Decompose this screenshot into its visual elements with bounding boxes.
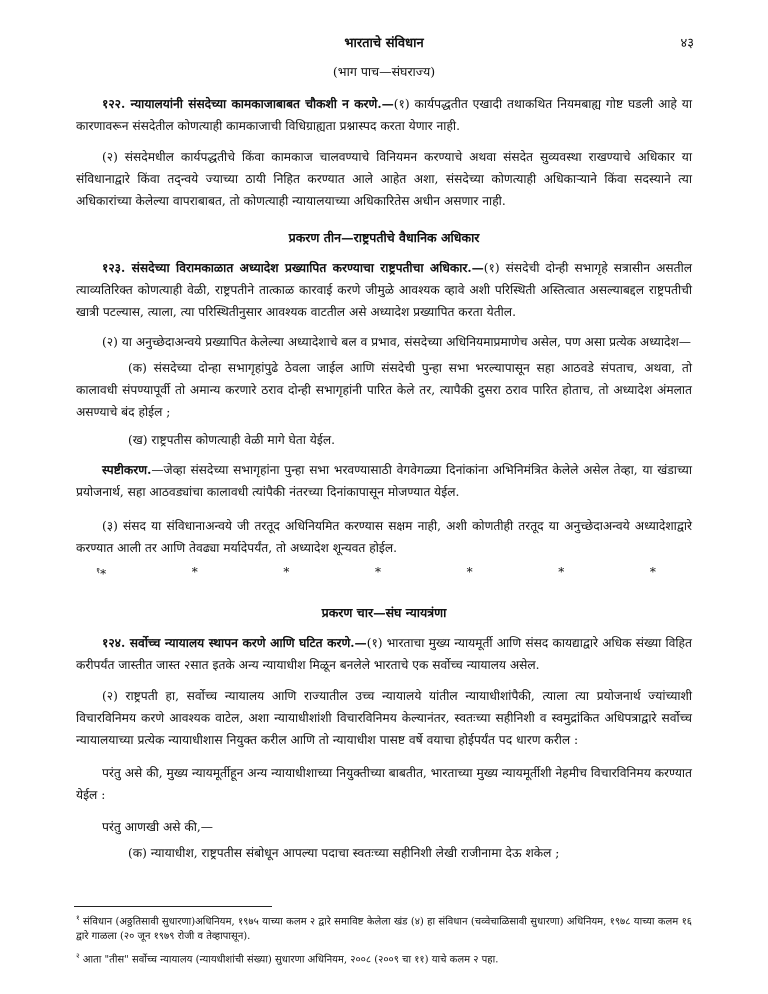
article-123-clause-3: (३) संसद या संविधानाअन्वये जी तरतूद अधिनियमित करण्यास सक्षम नाही, अशी कोणतीही तरतूद या अनुच्छेदाअन्वये अध्यादेशाद्वारे करण्यात आली तर आणि तेवढ्या मर्यादेपर्यंत, तो अध्यादेश शून्यवत होईल. (76, 519, 692, 555)
omission-star: * (649, 565, 656, 579)
article-124-clause-1 (76, 632, 692, 676)
omission-star: * (191, 565, 198, 579)
article-124-proviso-2: परंतु आणखी असे की,— (102, 820, 213, 834)
footnote-1 (76, 911, 692, 944)
chapter-4-heading: प्रकरण चार—संघ न्यायत्रंणा (321, 605, 447, 620)
page-header-title: भारताचे संविधान (344, 36, 424, 51)
page-number: ४३ (680, 36, 694, 51)
article-123-sub-a: (क) संसदेच्या दोन्हा सभागृहांपुढे ठेवला जाईल आणि संसदेची पुन्हा सभा भरल्यापासून सहा आठवडे संपताच, अथवा, तो कालावधी संपण्यापूर्वी तो अमान्य करणारे ठराव दोन्ही सभागृहांनी पारित केले तर, त्यापैकी दुसरा ठराव पारित होताच, तो अध्यादेश अंमलात असण्याचे बंद होईल ; (76, 361, 692, 419)
article-123-clause-1-text: (१) संसदेची दोन्ही सभागृहे सत्रासीन असतील त्याव्यतिरिक्त कोणत्याही वेळी, राष्ट्रपतीने तात्काळ कारवाई करणे जीमुळे आवश्यक व्हावे अशी परिस्थिती अस्तित्वात असल्याबद्दल राष्ट्रपतीची खात्री पटल्यास, त्याला, त्या परिस्थितीनुसार आवश्यक वाटतील असे अध्यादेश प्रख्यापित करता येतील. (76, 261, 692, 319)
footnote-2-mark: २ (76, 952, 80, 960)
footnote-2-text: आता "तीस" सर्वोच्च न्यायालय (न्यायधीशांची संख्या) सुधारणा अधिनियम, २००८ (२००९ चा ११) याचे कलम २ पहा. (82, 954, 499, 966)
article-123-title: १२३. संसदेच्या विरामकाळात अध्यादेश प्रख्यापित करण्याचा राष्ट्रपतीचा अधिकार.— (102, 261, 484, 275)
footnote-2 (76, 949, 692, 967)
explanation-label: स्पष्टीकरण. (102, 463, 152, 477)
article-124-title: १२४. सर्वोच्च न्यायालय स्थापन करणे आणि घटित करणे.— (102, 636, 367, 650)
part-subtitle: (भाग पाच—संघराज्य) (332, 64, 436, 79)
footnote-1-mark: १ (76, 914, 80, 922)
article-122-clause-2: (२) संसदेमधील कार्यपद्धतीचे किंवा कामकाज चालवण्याचे विनियमन करण्याचे अथवा संसदेत सुव्यवस्था राखण्याचे अधिकार या संविधानाद्वारे किंवा तद्न्वये ज्याच्या ठायी निहित करण्यात आले आहेत अशा, संसदेच्या कोणत्याही अधिकाऱ्याने किंवा सदस्याने त्या अधिकारांच्या केलेल्या वापराबाबत, तो कोणत्याही न्यायालयाच्या अधिकारितेस अधीन असणार नाही. (76, 150, 692, 208)
omission-star: * (466, 565, 473, 579)
article-123-explanation (76, 459, 692, 503)
omission-star: * (283, 565, 290, 579)
article-122-clause-1 (76, 93, 692, 137)
article-124-sub-a: (क) न्यायाधीश, राष्ट्रपतीस संबोधून आपल्या पदाचा स्वतःच्या सहीनिशी लेखी राजीनामा देऊ शकेल ; (128, 846, 560, 860)
omission-star: * (375, 565, 382, 579)
article-123-clause-2: (२) या अनुच्छेदाअन्वये प्रख्यापित केलेल्या अध्यादेशाचे बल व प्रभाव, संसदेच्या अधिनियमाप्रमाणेच असेल, पण असा प्रत्येक अध्यादेश— (102, 335, 691, 349)
article-123-sub-b: (ख) राष्ट्रपतीस कोणत्याही वेळी मागे घेता येईल. (128, 433, 335, 447)
article-122-title: १२२. न्यायालयांनी संसदेच्या कामकाजाबाबत चौकशी न करणे.— (102, 97, 394, 111)
article-124-clause-1-text: (१) भारताचा मुख्य न्यायमूर्ती आणि संसद कायद्याद्वारे अधिक संख्या विहित करीपर्यंत जास्तीत जास्त २सात इतके अन्य न्यायाधीश मिळून बनलेले भारताचे एक सर्वोच्च न्यायालय असेल. (76, 636, 692, 672)
article-124-clause-2: (२) राष्ट्रपती हा, सर्वोच्च न्यायालय आणि राज्यातील उच्च न्यायालये यांतील न्यायाधीशांपैकी, त्याला त्या प्रयोजनार्थ ज्यांच्याशी विचारविनिमय करणे आवश्यक वाटेल, अशा न्यायाधीशांशी विचारविनिमय केल्यानंतर, स्वतःच्या सहीनिशी व स्वमुद्रांकित अधिपत्राद्वारे सर्वोच्च न्यायालयाच्या प्रत्येक न्यायाधीशास नियुक्त करील आणि तो न्यायाधीश पासष्ट वर्षे वयाचा होईपर्यंत पद धारण करील : (76, 689, 692, 747)
footnote-1-text: संविधान (अठ्ठतिसावी सुधारणा)अधिनियम, १९७५ याच्या कलम २ द्वारे समाविष्ट केलेला खंड (४) हा संविधान (चव्वेचाळिसावी सुधारणा) अधिनियम, १९७८ याच्या कलम १६ द्वारे गाळला (२० जून १९७९ रोजी व तेव्हापासून). (76, 916, 692, 943)
footnote-divider (74, 906, 272, 907)
article-124-proviso-1: परंतु असे की, मुख्य न्यायमूर्तीहून अन्य न्यायाधीशाच्या नियुक्तीच्या बाबतीत, भारताच्या मुख्य न्यायमूर्तीशी नेहमीच विचारविनिमय करण्यात येईल : (76, 766, 692, 802)
article-122-clause-1-text: (१) कार्यपद्धतीत एखादी तथाकथित नियमबाह्य गोष्ट घडली आहे या कारणावरून संसदेतील कोणत्याही कामकाजाची विधिग्राह्यता प्रश्नास्पद करता येणार नाही. (76, 97, 692, 133)
footnote-marker-1: १ (96, 566, 101, 575)
explanation-text: —जेव्हा संसदेच्या सभागृहांना पुन्हा सभा भरवण्यासाठी वेगवेगळ्या दिनांकांना अभिनिमंत्रित केलेले असेल तेव्हा, या खंडाच्या प्रयोजनार्थ, सहा आठवड्यांचा कालावधी त्यांपैकी नंतरच्या दिनांकापासून मोजण्यात येईल. (76, 463, 692, 499)
chapter-3-heading: प्रकरण तीन—राष्ट्रपतीचे वैधानिक अधिकार (288, 230, 480, 245)
article-123-clause-1 (76, 257, 692, 323)
omission-star: $^१$* (96, 566, 107, 581)
omission-star: * (558, 565, 565, 579)
omission-stars (96, 565, 656, 581)
